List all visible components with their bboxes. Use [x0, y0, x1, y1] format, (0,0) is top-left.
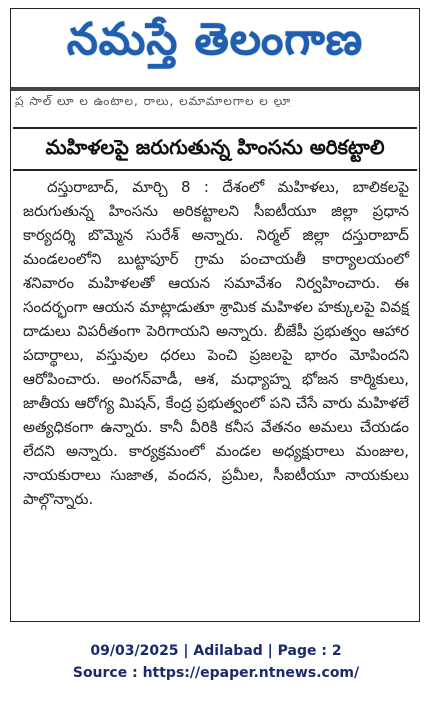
- clipped-text-line: ప్ర సాల్ లూ ల ఉంటాల, రాలు, లమామాలగాల ల ల్గ్లూ: [15, 94, 295, 107]
- article-headline: మహిళలపై జరుగుతున్న హింసను అరికట్టాలి: [45, 134, 385, 159]
- masthead-logo-text: నమస్తే తెలంగాణ: [66, 14, 364, 65]
- footer-date-edition: 09/03/2025 | Adilabad | Page : 2: [90, 643, 342, 659]
- article-body: దస్తురాబాద్, మార్చి 8 : దేశంలో మహిళలు, బాలికలపై జరుగుతున్న హింసను అరికట్టాలని సీఐటీయూ జిల్లా ప్రధాన కార్యదర్శి బొమ్మెన సురేశ్ అన్నారు. నిర్మల్ జిల్లా దస్తురాబాద్ మండలంలోని బుట్టాపూర్ గ్రామ పంచాయతీ కార్యాలయంలో శనివారం మహిళలతో ఆయన సమావేశం నిర్వహించారు. ఈ సందర్భంగా ఆయన మాట్లాడుతూ శ్రామిక మహిళల హక్కులపై వివక్ష దాడులు విపరీతంగా పెరిగాయని అన్నారు. బీజేపీ ప్రభుత్వం ఆహార పదార్థాలు, వస్తువుల ధరలు పెంచి ప్రజలపై భారం మోపిందని ఆరోపించారు. అంగన్‌వాడీ, ఆశ, మధ్యాహ్న భోజన కార్మికులు, జాతీయ ఆరోగ్య మిషన్, కేంద్ర ప్రభుత్వంలో పని చేసే వారు మహిళలే అత్యధికంగా ఉన్నారు. కానీ వీరికి కనీస వేతనం అమలు చేయడం లేదని అన్నారు. కార్యక్రమంలో మండల అధ్యక్షురాలు మంజుల, నాయకురాలు సుజాత, వందన, ప్రమీల, సీఐటీయూ నాయకులు పాల్గొన్నారు.: [23, 178, 409, 508]
- news-clipping: [10, 8, 420, 622]
- footer-source-link[interactable]: Source : https://epaper.ntnews.com/: [72, 665, 360, 681]
- source-footer: [0, 640, 432, 684]
- headline-box: [13, 127, 417, 171]
- masthead: [11, 9, 419, 81]
